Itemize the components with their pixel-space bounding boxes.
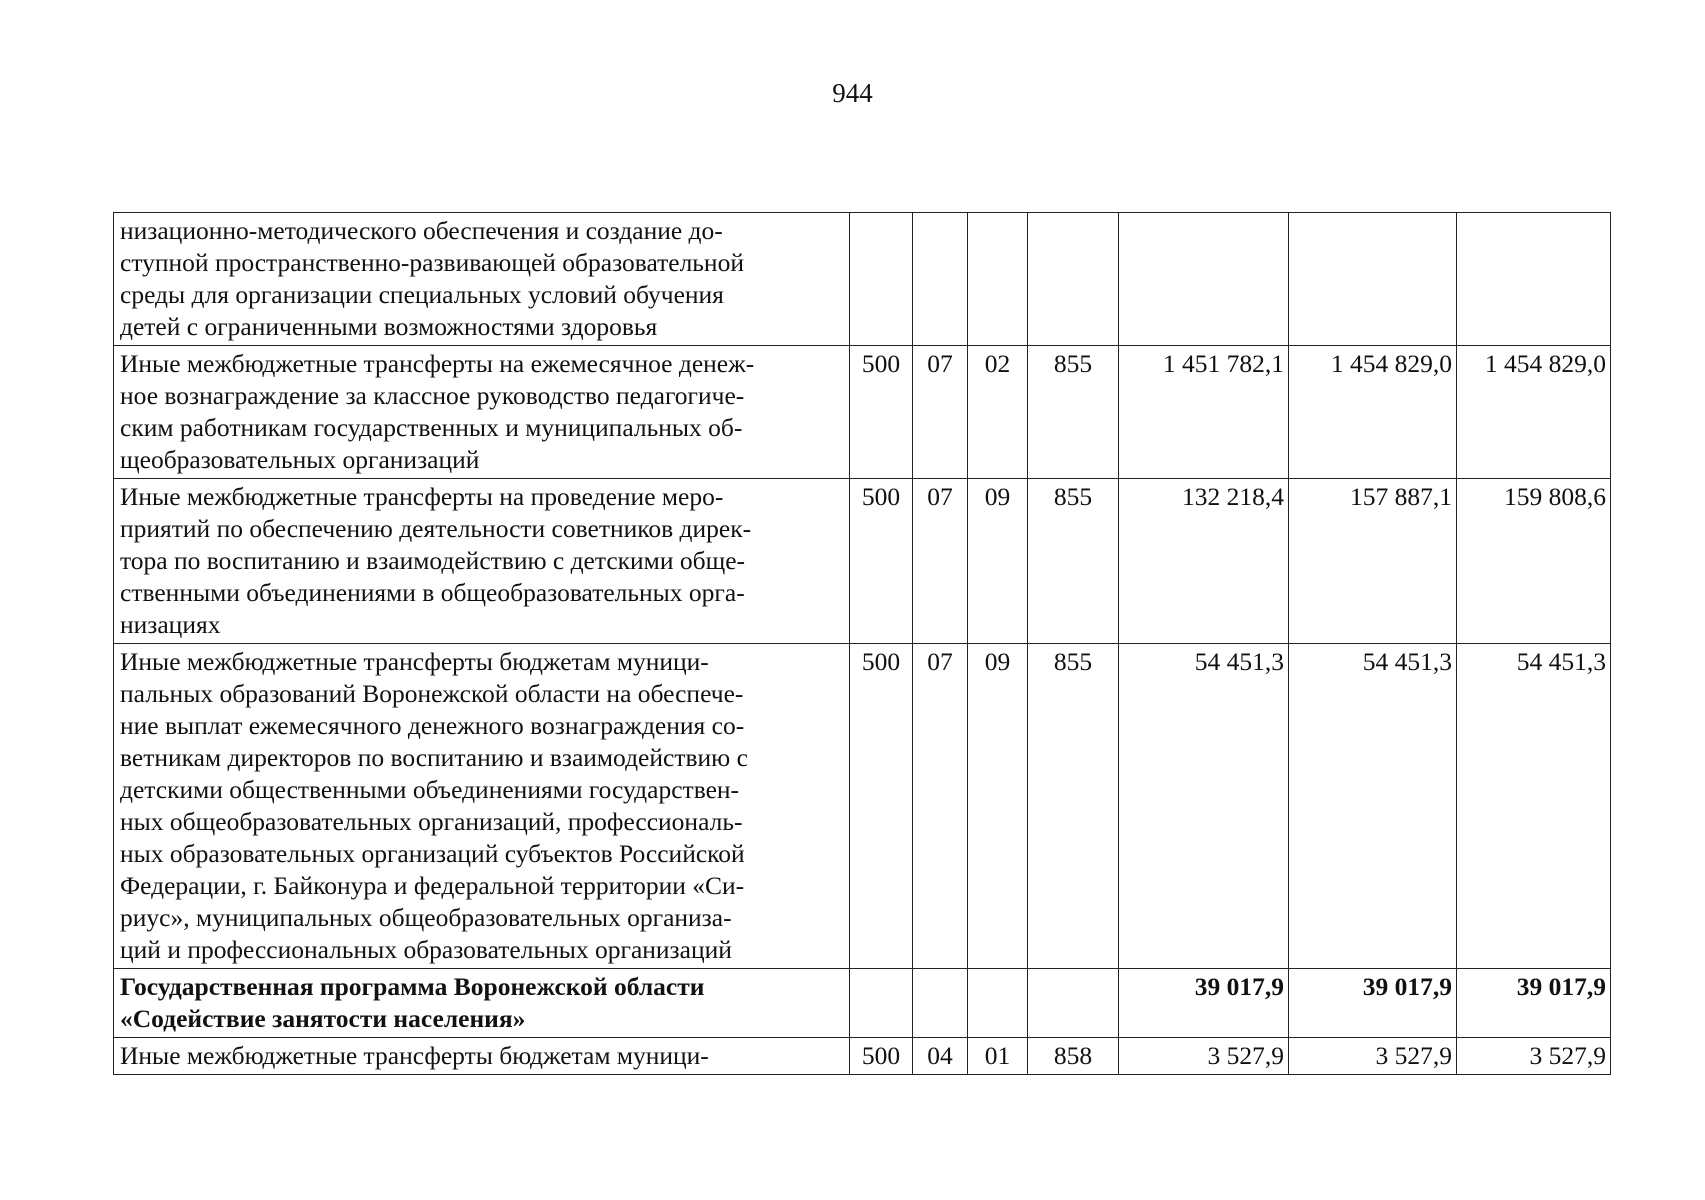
table-row [114, 969, 1611, 1038]
amount-year2-cell: 3 527,9 [1289, 1038, 1457, 1075]
description-line: ственными объединениями в общеобразовательных орга- [120, 578, 745, 607]
description-line: Государственная программа Воронежской области [120, 972, 705, 1001]
amount-year1-cell: 1 451 782,1 [1119, 346, 1289, 479]
amount-year1-cell: 54 451,3 [1119, 644, 1289, 969]
description-line: ций и профессиональных образовательных организаций [120, 935, 732, 964]
section-code-cell: 07 [913, 479, 968, 644]
description-line: ступной пространственно-развивающей образовательной [120, 248, 744, 277]
admin-code-cell: 500 [850, 479, 913, 644]
expense-type-cell: 855 [1028, 644, 1119, 969]
subsection-code-cell [968, 969, 1028, 1038]
amount-year3-cell [1457, 213, 1611, 346]
expense-type-cell [1028, 213, 1119, 346]
subsection-code-cell: 09 [968, 479, 1028, 644]
description-line: риус», муниципальных общеобразовательных организа- [120, 903, 732, 932]
description-line: приятий по обеспечению деятельности советников дирек- [120, 514, 752, 543]
description-line: ским работникам государственных и муниципальных об- [120, 413, 743, 442]
table-row [114, 644, 1611, 969]
amount-year2-cell [1289, 213, 1457, 346]
amount-year2-cell: 54 451,3 [1289, 644, 1457, 969]
description-line: низационно-методического обеспечения и создание до- [120, 216, 723, 245]
subsection-code-cell: 01 [968, 1038, 1028, 1075]
subsection-code-cell: 09 [968, 644, 1028, 969]
description-line: Иные межбюджетные трансферты на проведение меро- [120, 482, 724, 511]
admin-code-cell [850, 969, 913, 1038]
expense-type-cell [1028, 969, 1119, 1038]
row-description [114, 969, 850, 1038]
description-line: «Содействие занятости населения» [120, 1004, 526, 1033]
description-line: ных образовательных организаций субъектов Российской [120, 839, 745, 868]
amount-year3-cell: 3 527,9 [1457, 1038, 1611, 1075]
table-row [114, 479, 1611, 644]
section-code-cell: 07 [913, 346, 968, 479]
expense-type-cell: 855 [1028, 479, 1119, 644]
description-line: щеобразовательных организаций [120, 445, 480, 474]
amount-year2-cell: 157 887,1 [1289, 479, 1457, 644]
row-description [114, 644, 850, 969]
description-line: среды для организации специальных условий обучения [120, 280, 724, 309]
table-row [114, 1038, 1611, 1075]
admin-code-cell [850, 213, 913, 346]
page-number: 944 [832, 78, 873, 108]
amount-year3-cell: 159 808,6 [1457, 479, 1611, 644]
subsection-code-cell [968, 213, 1028, 346]
description-line: тора по воспитанию и взаимодействию с детскими обще- [120, 546, 746, 575]
description-line: Федерации, г. Байконура и федеральной территории «Си- [120, 871, 745, 900]
budget-table [113, 212, 1611, 1075]
amount-year3-cell: 1 454 829,0 [1457, 346, 1611, 479]
expense-type-cell: 855 [1028, 346, 1119, 479]
description-line: ное вознаграждение за классное руководство педагогиче- [120, 381, 745, 410]
description-line: низациях [120, 610, 221, 639]
description-line: Иные межбюджетные трансферты бюджетам муници- [120, 647, 709, 676]
row-description [114, 1038, 850, 1075]
table-body [114, 213, 1611, 1075]
description-line: пальных образований Воронежской области на обеспече- [120, 679, 744, 708]
admin-code-cell: 500 [850, 1038, 913, 1075]
description-line: детскими общественными объединениями государствен- [120, 775, 740, 804]
table-row [114, 346, 1611, 479]
section-code-cell: 04 [913, 1038, 968, 1075]
amount-year3-cell: 54 451,3 [1457, 644, 1611, 969]
amount-year1-cell [1119, 213, 1289, 346]
description-line: Иные межбюджетные трансферты на ежемесячное денеж- [120, 349, 755, 378]
admin-code-cell: 500 [850, 346, 913, 479]
section-code-cell: 07 [913, 644, 968, 969]
description-line: ных общеобразовательных организаций, профессиональ- [120, 807, 743, 836]
expense-type-cell: 858 [1028, 1038, 1119, 1075]
table-row [114, 213, 1611, 346]
subsection-code-cell: 02 [968, 346, 1028, 479]
row-description [114, 479, 850, 644]
section-code-cell [913, 969, 968, 1038]
admin-code-cell: 500 [850, 644, 913, 969]
amount-year2-cell: 39 017,9 [1289, 969, 1457, 1038]
amount-year2-cell: 1 454 829,0 [1289, 346, 1457, 479]
amount-year1-cell: 39 017,9 [1119, 969, 1289, 1038]
amount-year1-cell: 3 527,9 [1119, 1038, 1289, 1075]
row-description [114, 213, 850, 346]
section-code-cell [913, 213, 968, 346]
description-line: ние выплат ежемесячного денежного вознаграждения со- [120, 711, 745, 740]
description-line: детей с ограниченными возможностями здоровья [120, 312, 658, 341]
amount-year1-cell: 132 218,4 [1119, 479, 1289, 644]
description-line: Иные межбюджетные трансферты бюджетам муници- [120, 1041, 709, 1070]
amount-year3-cell: 39 017,9 [1457, 969, 1611, 1038]
row-description [114, 346, 850, 479]
description-line: ветникам директоров по воспитанию и взаимодействию с [120, 743, 748, 772]
